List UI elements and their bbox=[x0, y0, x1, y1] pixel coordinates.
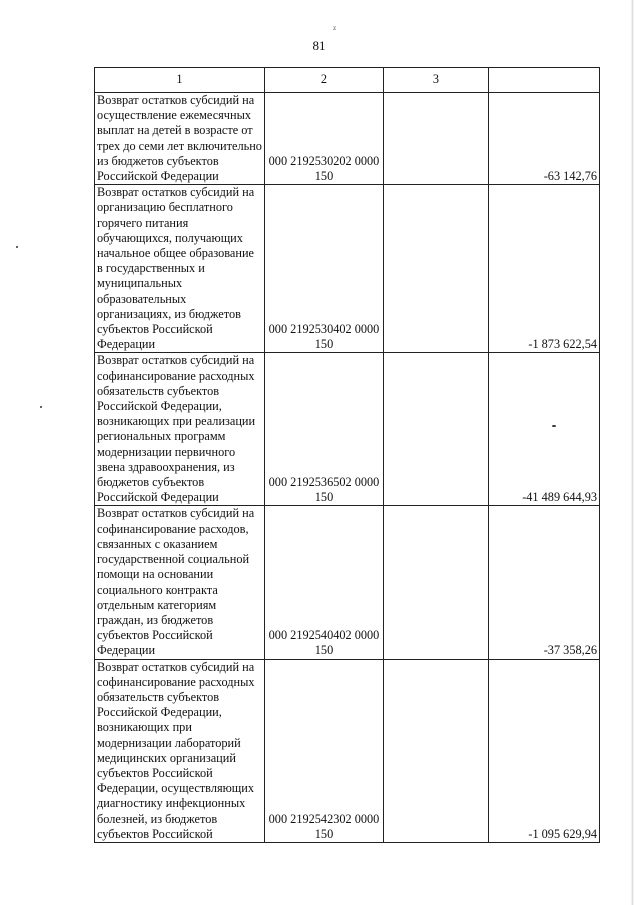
header-col-2: 2 bbox=[265, 68, 384, 93]
row-amount: -1 873 622,54 bbox=[489, 185, 600, 353]
row-col3 bbox=[384, 353, 489, 506]
row-amount: -37 358,26 bbox=[489, 506, 600, 659]
table-row bbox=[95, 506, 600, 659]
row-amount: -41 489 644,93 bbox=[489, 353, 600, 506]
row-col3 bbox=[384, 506, 489, 659]
table-row bbox=[95, 659, 600, 842]
scan-speck bbox=[40, 406, 42, 408]
row-code: 000 2192530202 0000 150 bbox=[265, 93, 384, 185]
header-col-4 bbox=[489, 68, 600, 93]
scan-speck bbox=[552, 425, 556, 427]
row-name: Возврат остатков субсидий на софинансирование расходных обязательств субъектов Российской Федерации, возникающих при реализации региональных программ модернизации первичного звена здравоохранения, из бюджетов субъектов Российской Федерации bbox=[95, 353, 265, 506]
row-code: 000 2192540402 0000 150 bbox=[265, 506, 384, 659]
header-col-1: 1 bbox=[95, 68, 265, 93]
page-number: 81 bbox=[312, 38, 326, 53]
row-code: 000 2192542302 0000 150 bbox=[265, 659, 384, 842]
scan-speck bbox=[16, 246, 18, 248]
budget-table bbox=[94, 67, 600, 843]
row-col3 bbox=[384, 185, 489, 353]
row-amount: -63 142,76 bbox=[489, 93, 600, 185]
row-code: 000 2192530402 0000 150 bbox=[265, 185, 384, 353]
page-marker: z bbox=[333, 24, 337, 32]
row-amount: -1 095 629,94 bbox=[489, 659, 600, 842]
scan-edge-shadow bbox=[631, 0, 634, 905]
row-col3 bbox=[384, 93, 489, 185]
table-row bbox=[95, 185, 600, 353]
header-row bbox=[95, 68, 600, 93]
table-row bbox=[95, 353, 600, 506]
header-col-3: 3 bbox=[384, 68, 489, 93]
row-code: 000 2192536502 0000 150 bbox=[265, 353, 384, 506]
row-name: Возврат остатков субсидий на осуществление ежемесячных выплат на детей в возрасте от трех до семи лет включительно из бюджетов субъектов Российской Федерации bbox=[95, 93, 265, 185]
row-name: Возврат остатков субсидий на организацию бесплатного горячего питания обучающихся, получающих начальное общее образование в государственных и муниципальных образовательных организациях, из бюджетов субъектов Российской Федерации bbox=[95, 185, 265, 353]
row-col3 bbox=[384, 659, 489, 842]
row-name: Возврат остатков субсидий на софинансирование расходов, связанных с оказанием государственной социальной помощи на основании социального контракта отдельным категориям граждан, из бюджетов субъектов Российской Федерации bbox=[95, 506, 265, 659]
table-row bbox=[95, 93, 600, 185]
row-name: Возврат остатков субсидий на софинансирование расходных обязательств субъектов Российской Федерации, возникающих при модернизации лабораторий медицинских организаций субъектов Российской Федерации, осуществляющих диагностику инфекционных болезней, из бюджетов субъектов Российской bbox=[95, 659, 265, 842]
